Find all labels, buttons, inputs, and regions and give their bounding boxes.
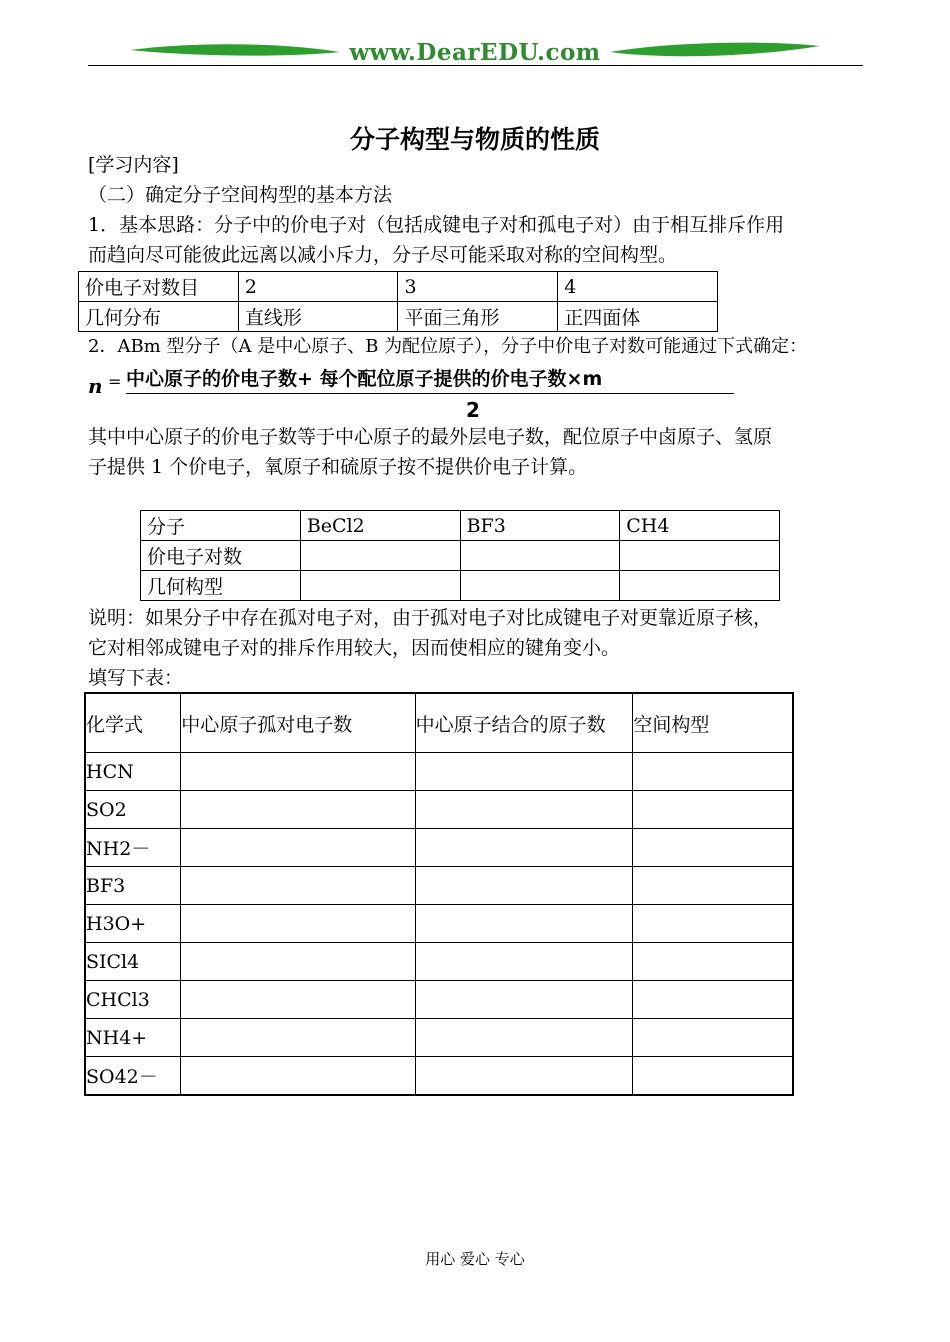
formula-cell: SO2 <box>85 791 181 829</box>
table-cell-empty <box>300 571 460 601</box>
table-cell-empty <box>415 829 633 867</box>
page-title: 分子构型与物质的性质 <box>349 125 600 154</box>
table-cell-empty <box>415 1057 633 1096</box>
footer-text: 用心 爱心 专心 <box>425 1250 525 1268</box>
table-cell: 价电子对数 <box>141 541 301 571</box>
formula <box>88 362 648 422</box>
table-cell-empty <box>181 1057 415 1096</box>
formula-equals: = <box>108 372 122 391</box>
table-cell-empty <box>620 571 780 601</box>
table-cell-empty <box>181 981 415 1019</box>
table-cell-empty <box>415 943 633 981</box>
para3-line2: 子提供 1 个价电子，氧原子和硫原子按不提供价电子计算。 <box>88 456 588 478</box>
table-row <box>79 272 718 302</box>
formula-numerator: 中心原子的价电子数+ 每个配位原子提供的价电子数×m <box>126 368 603 390</box>
para1-line1: 1．基本思路：分子中的价电子对（包括成键电子对和孤电子对）由于相互排斥作用 <box>88 214 785 236</box>
formula-lhs: n <box>88 374 103 398</box>
section-label: [学习内容] <box>88 154 179 176</box>
table-cell-empty <box>181 867 415 905</box>
table-row <box>85 829 793 867</box>
table-cell-empty <box>181 1019 415 1057</box>
table-row <box>85 981 793 1019</box>
table-cell: BF3 <box>460 511 620 541</box>
note-line1: 说明：如果分子中存在孤对电子对，由于孤对电子对比成键电子对更靠近原子核， <box>88 607 773 629</box>
site-name: www.DearEDU.com <box>349 39 601 66</box>
table-header-cell: 空间构型 <box>633 693 793 753</box>
table-row <box>141 511 780 541</box>
table-row <box>79 302 718 332</box>
table-cell-empty <box>415 753 633 791</box>
table-header-row <box>85 693 793 753</box>
header-rule <box>88 65 863 66</box>
table-row <box>85 753 793 791</box>
table-header-cell: 化学式 <box>85 693 181 753</box>
para2: 2．ABm 型分子（A 是中心原子、B 为配位原子），分子中价电子对数可能通过下式确定： <box>88 336 808 357</box>
para3-line1: 其中中心原子的价电子数等于中心原子的最外层电子数，配位原子中卤原子、氢原 <box>88 426 773 448</box>
table-row <box>141 541 780 571</box>
table-fill-in <box>84 692 794 1096</box>
table-cell-empty <box>633 1057 793 1096</box>
formula-cell: BF3 <box>85 867 181 905</box>
formula-cell: CHCl3 <box>85 981 181 1019</box>
para1-line2: 而趋向尽可能彼此远离以减小斥力，分子尽可能采取对称的空间构型。 <box>88 244 678 266</box>
table-cell-empty <box>460 541 620 571</box>
table-cell: BeCl2 <box>300 511 460 541</box>
table-cell-empty <box>415 981 633 1019</box>
formula-cell: SICl4 <box>85 943 181 981</box>
table-row <box>141 571 780 601</box>
table-cell-empty <box>460 571 620 601</box>
formula-cell: H3O+ <box>85 905 181 943</box>
formula-cell: NH2－ <box>85 829 181 867</box>
table-row <box>85 1057 793 1096</box>
table-cell: 平面三角形 <box>398 302 558 332</box>
note-line2: 它对相邻成键电子对的排斥作用较大，因而使相应的键角变小。 <box>88 637 621 659</box>
subsection-heading: （二）确定分子空间构型的基本方法 <box>88 184 393 206</box>
table-cell: 直线形 <box>238 302 398 332</box>
table-row <box>85 791 793 829</box>
table-cell-empty <box>415 791 633 829</box>
table-row <box>85 867 793 905</box>
table-cell: 正四面体 <box>558 302 718 332</box>
table-cell-empty <box>415 905 633 943</box>
table-valence-geometry <box>78 271 718 332</box>
formula-cell: SO42－ <box>85 1057 181 1096</box>
table-cell-empty <box>633 829 793 867</box>
table-cell-empty <box>181 791 415 829</box>
table-cell-empty <box>181 905 415 943</box>
table-cell-empty <box>633 943 793 981</box>
table-molecules <box>140 510 780 601</box>
table-cell: 2 <box>238 272 398 302</box>
table-cell: 价电子对数目 <box>79 272 239 302</box>
table-cell-empty <box>633 753 793 791</box>
table-header-cell: 中心原子结合的原子数 <box>415 693 633 753</box>
fraction-bar <box>126 393 734 394</box>
table-cell: 几何构型 <box>141 571 301 601</box>
table-cell: 分子 <box>141 511 301 541</box>
table-row <box>85 943 793 981</box>
formula-denominator: 2 <box>466 398 480 422</box>
table-cell: 3 <box>398 272 558 302</box>
table-header-cell: 中心原子孤对电子数 <box>181 693 415 753</box>
table-row <box>85 1019 793 1057</box>
table-cell: 4 <box>558 272 718 302</box>
table-cell-empty <box>300 541 460 571</box>
table-cell-empty <box>633 905 793 943</box>
table-cell-empty <box>633 1019 793 1057</box>
table-cell-empty <box>633 791 793 829</box>
formula-cell: NH4+ <box>85 1019 181 1057</box>
table-cell: CH4 <box>620 511 780 541</box>
fill-label: 填写下表： <box>88 667 184 689</box>
table-cell-empty <box>181 753 415 791</box>
table-cell-empty <box>633 981 793 1019</box>
table-cell-empty <box>181 943 415 981</box>
table-cell: 几何分布 <box>79 302 239 332</box>
table-cell-empty <box>620 541 780 571</box>
table-row <box>85 905 793 943</box>
table-cell-empty <box>633 867 793 905</box>
formula-cell: HCN <box>85 753 181 791</box>
table-cell-empty <box>181 829 415 867</box>
table-cell-empty <box>415 1019 633 1057</box>
table-cell-empty <box>415 867 633 905</box>
